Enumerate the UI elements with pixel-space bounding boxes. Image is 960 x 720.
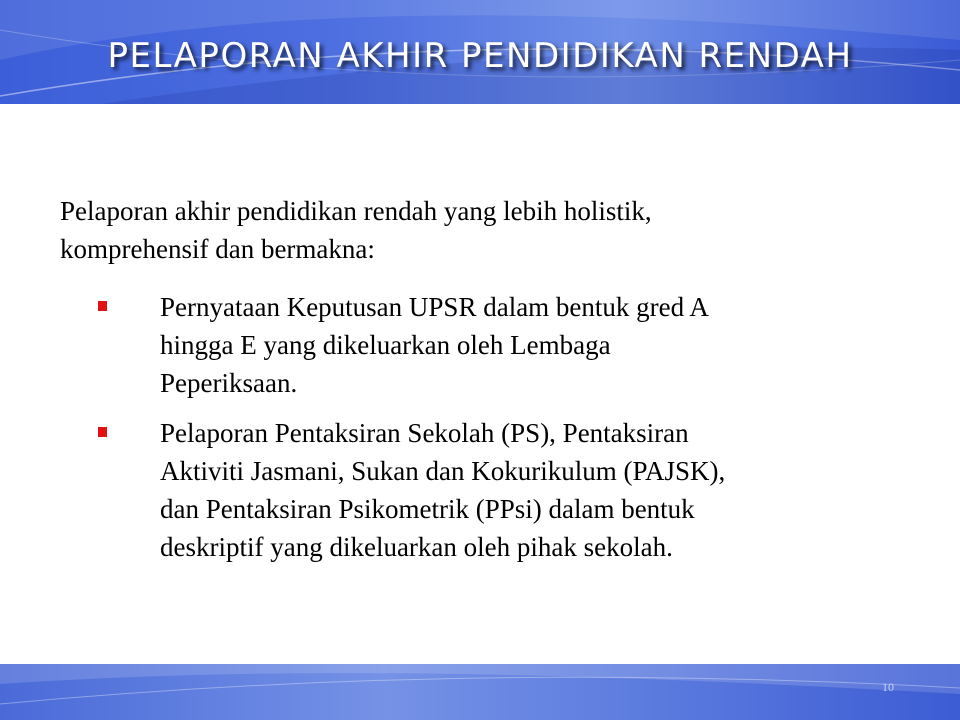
slide-body bbox=[60, 192, 880, 578]
bullet-item bbox=[60, 288, 740, 402]
bullet-item bbox=[60, 414, 740, 566]
page-number: 10 bbox=[882, 680, 894, 694]
square-bullet-icon bbox=[98, 427, 107, 437]
bullet-list bbox=[60, 288, 880, 566]
square-bullet-icon bbox=[98, 301, 107, 311]
intro-paragraph: Pelaporan akhir pendidikan rendah yang lebih holistik, komprehensif dan bermakna: bbox=[60, 196, 652, 264]
bullet-text: Pelaporan Pentaksiran Sekolah (PS), Pentaksiran Aktiviti Jasmani, Sukan dan Kokurikulum (PAJSK), dan Pentaksiran Psikometrik (PPsi) dalam bentuk deskriptif yang dikeluarkan oleh pihak sekolah. bbox=[160, 418, 726, 562]
slide-title: PELAPORAN AKHIR PENDIDIKAN RENDAH bbox=[107, 36, 853, 76]
footer-band bbox=[0, 664, 960, 720]
bullet-text: Pernyataan Keputusan UPSR dalam bentuk gred A hingga E yang dikeluarkan oleh Lembaga Peperiksaan. bbox=[160, 292, 708, 398]
footer-swoosh-decoration bbox=[0, 664, 960, 720]
